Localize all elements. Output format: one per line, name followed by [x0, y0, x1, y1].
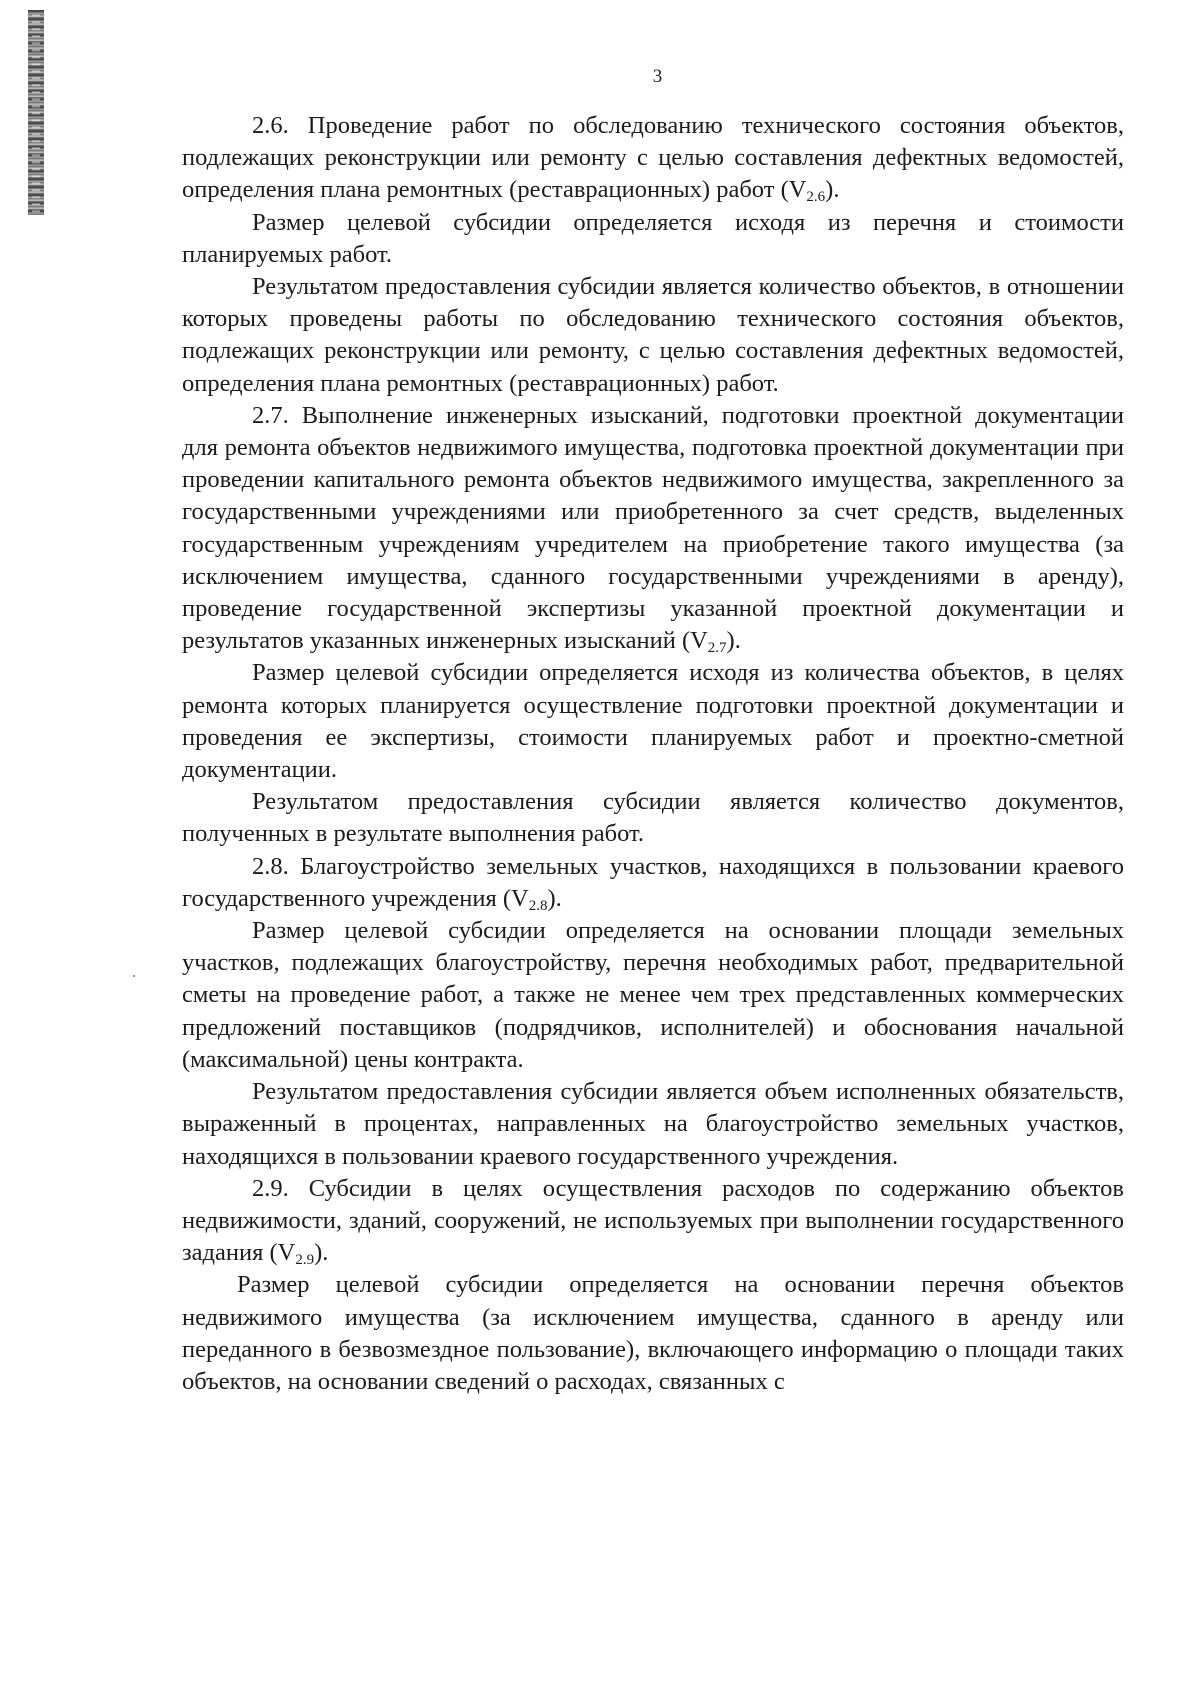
- subscript-index: 2.9: [295, 1252, 315, 1269]
- paragraph-text-end: ).: [726, 627, 741, 655]
- scan-binding-edge: [28, 10, 44, 215]
- paragraph-text-end: ).: [825, 176, 840, 204]
- paragraph-subsidy-size: Размер целевой субсидии определяется на основании площади земельных участков, подлежащих благоустройству, перечня необходимых работ, предварительной сметы на проведение работ, а также не менее чем трех представленных коммерческих предложений поставщиков (подрядчиков, исполнителей) и обоснования начальной (максимальной) цены контракта.: [182, 917, 1124, 1073]
- paragraph-subsidy-size: Размер целевой субсидии определяется исходя из количества объектов, в целях ремонта которых планируется осуществление подготовки проектной документации и проведения ее экспертизы, стоимости планируемых работ и проектно-сметной документации.: [182, 659, 1124, 784]
- subscript-index: 2.8: [528, 897, 548, 914]
- paragraph-2-7: [182, 400, 1124, 658]
- paragraph-subsidy-result: Результатом предоставления субсидии является количество объектов, в отношении которых проведены работы по обследованию технического состояния объектов, подлежащих реконструкции или ремонту, с целью составления дефектных ведомостей, определения плана ремонтных (реставрационных) работ.: [182, 273, 1124, 397]
- paragraph-subsidy-size: Размер целевой субсидии определяется на основании перечня объектов недвижимого имущества (за исключением имущества, сданного в аренду или переданного в безвозмездное пользование), включающего информацию о площади таких объектов, на основании сведений о расходах, связанных с: [182, 1271, 1124, 1395]
- paragraph-text: 2.6. Проведение работ по обследованию технического состояния объектов, подлежащих реконструкции или ремонту с целью составления дефектных ведомостей, определения плана ремонтных (реставрационных) работ (V: [182, 112, 1124, 204]
- scan-speck: [133, 975, 135, 977]
- document-body: [182, 110, 1124, 1398]
- subscript-index: 2.7: [707, 640, 727, 657]
- paragraph-text: 2.9. Субсидии в целях осуществления расходов по содержанию объектов недвижимости, зданий, сооружений, не используемых при выполнении государственного задания (V: [182, 1174, 1124, 1267]
- paragraph-text-end: ).: [547, 884, 562, 912]
- paragraph-subsidy-size: Размер целевой субсидии определяется исходя из перечня и стоимости планируемых работ.: [182, 208, 1124, 268]
- paragraph-2-9: [182, 1173, 1124, 1270]
- paragraph-2-6: [182, 110, 1124, 207]
- subscript-index: 2.6: [806, 189, 826, 206]
- paragraph-subsidy-result: Результатом предоставления субсидии является количество документов, полученных в результате выполнения работ.: [182, 788, 1124, 848]
- paragraph-text-end: ).: [314, 1239, 329, 1267]
- paragraph-subsidy-result: Результатом предоставления субсидии является объем исполненных обязательств, выраженный в процентах, направленных на благоустройство земельных участков, находящихся в пользовании краевого государственного учреждения.: [182, 1078, 1124, 1170]
- page-number: 3: [652, 66, 663, 87]
- paragraph-text: 2.7. Выполнение инженерных изысканий, подготовки проектной документации для ремонта объектов недвижимого имущества, подготовка проектной документации при проведении капитального ремонта объектов недвижимого имущества, закрепленного за государственными учреждениями или приобретенного за счет средств, выделенных государственным учреждениям учредителем на приобретение такого имущества (за исключением имущества, сданного государственными учреждениями в аренду), проведение государственной экспертизы указанной проектной документации и результатов указанных инженерных изысканий (V: [182, 401, 1124, 655]
- paragraph-2-8: [182, 851, 1124, 915]
- paragraph-text: 2.8. Благоустройство земельных участков, находящихся в пользовании краевого государственного учреждения (V: [182, 852, 1124, 912]
